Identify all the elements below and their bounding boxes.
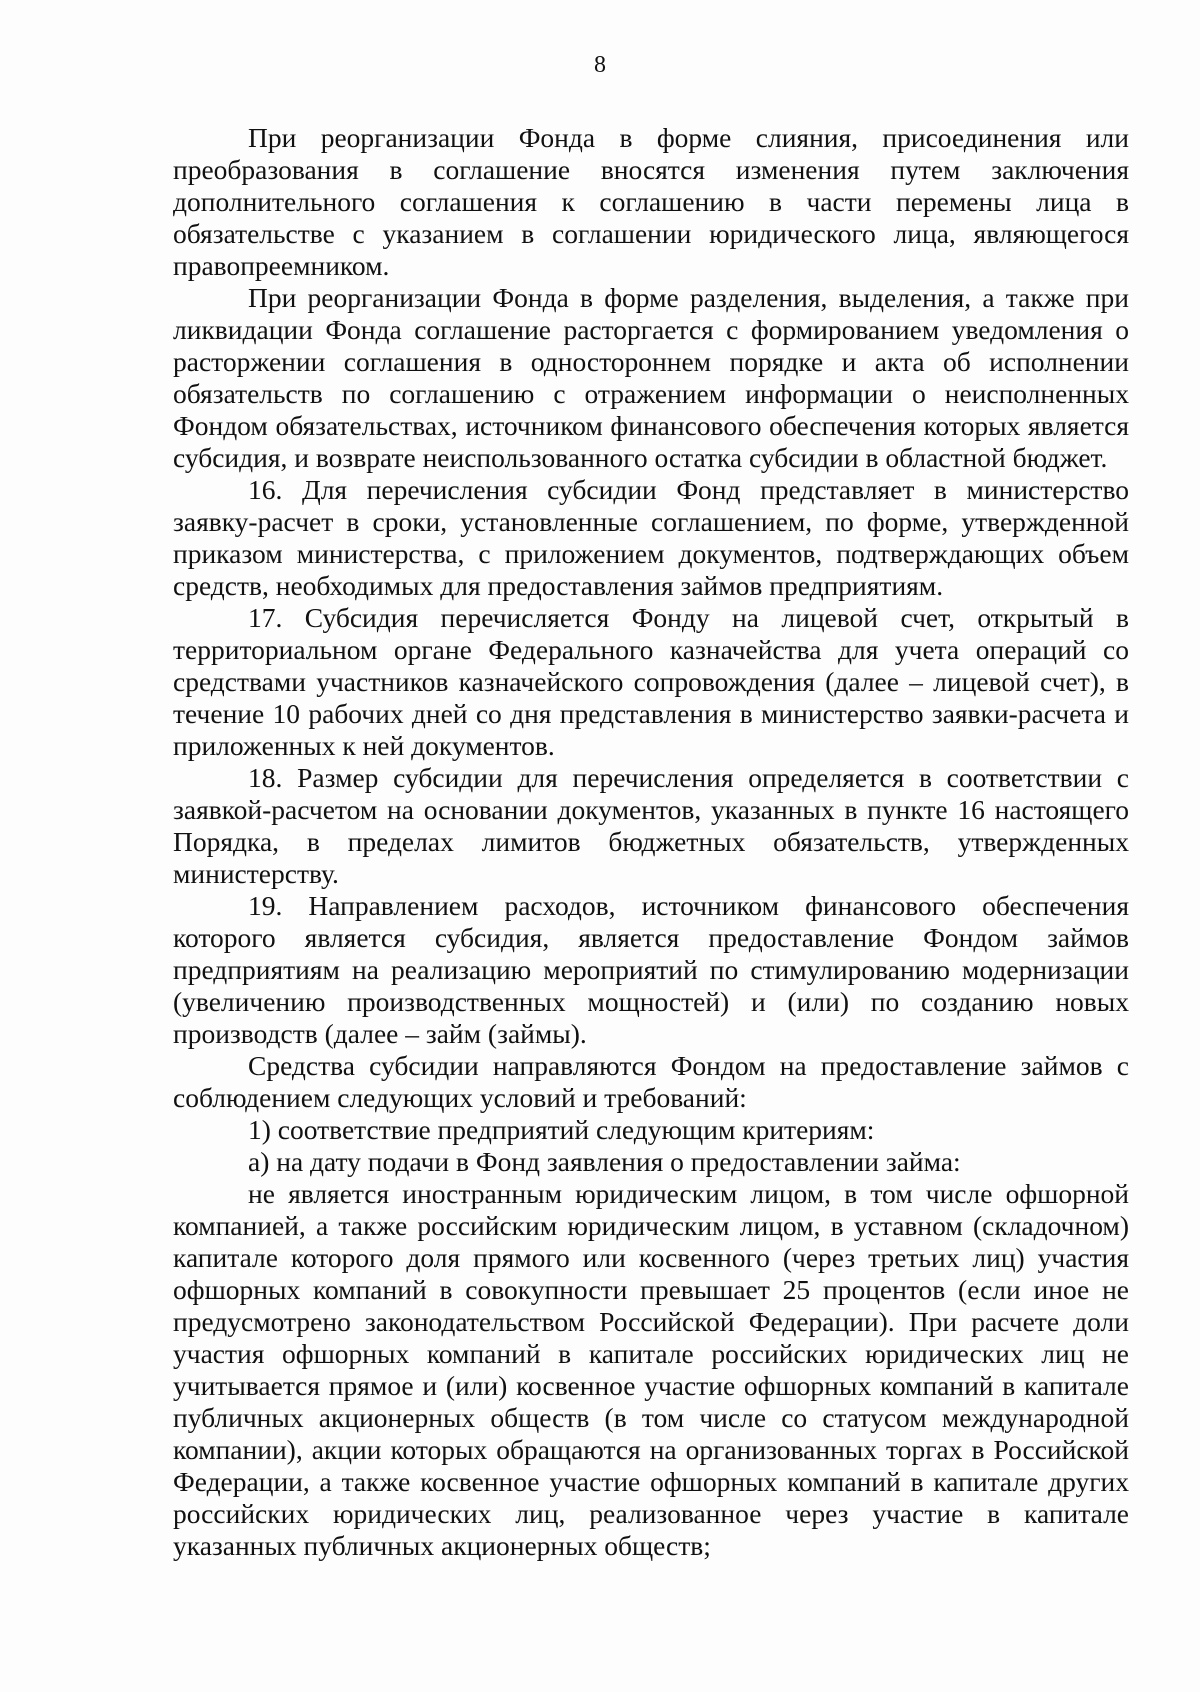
paragraph-criteria-1: 1) соответствие предприятий следующим критериям:	[248, 1114, 875, 1145]
paragraph-offshore-requirement: не является иностранным юридическим лицом, в том числе офшорной компанией, а также российским юридическим лицом, в уставном (складочном) капитале которого доля прямого или косвенного (через третьих лиц) участия офшорных компаний в совокупности превышает 25 процентов (если иное не предусмотрено законодательством Российской Федерации). При расчете доли участия офшорных компаний в капитале российских юридических лиц не учитывается прямое и (или) косвенное участие офшорных компаний в капитале публичных акционерных обществ (в том числе со статусом международной компании), акции которых обращаются на организованных торгах в Российской Федерации, а также косвенное участие офшорных компаний в капитале других российских юридических лиц, реализованное через участие в капитале указанных публичных акционерных обществ;	[173, 1178, 1129, 1561]
paragraph-criteria-a: а) на дату подачи в Фонд заявления о предоставлении займа:	[248, 1146, 961, 1177]
paragraph-reorganization-merger: При реорганизации Фонда в форме слияния, присоединения или преобразования в соглашение вносятся изменения путем заключения дополнительного соглашения к соглашению в части перемены лица в обязательстве с указанием в соглашении юридического лица, являющегося правопреемником.	[173, 122, 1129, 281]
paragraph-clause-16: 16. Для перечисления субсидии Фонд представляет в министерство заявку-расчет в сроки, установленные соглашением, по форме, утвержденной приказом министерства, с приложением документов, подтверждающих объем средств, необходимых для предоставления займов предприятиям.	[173, 474, 1129, 601]
paragraph-reorganization-division: При реорганизации Фонда в форме разделения, выделения, а также при ликвидации Фонда соглашение расторгается с формированием уведомления о расторжении соглашения в одностороннем порядке и акта об исполнении обязательств по соглашению с отражением информации о неисполненных Фондом обязательствах, источником финансового обеспечения которых является субсидия, и возврате неиспользованного остатка субсидии в областной бюджет.	[173, 282, 1129, 473]
paragraph-subsidy-conditions: Средства субсидии направляются Фондом на предоставление займов с соблюдением следующих условий и требований:	[173, 1050, 1129, 1113]
paragraph-clause-19: 19. Направлением расходов, источником финансового обеспечения которого является субсидия, является предоставление Фондом займов предприятиям на реализацию мероприятий по стимулированию модернизации (увеличению производственных мощностей) и (или) по созданию новых производств (далее – займ (займы).	[173, 890, 1129, 1049]
document-body	[173, 122, 1129, 1562]
paragraph-clause-18: 18. Размер субсидии для перечисления определяется в соответствии с заявкой-расчетом на основании документов, указанных в пункте 16 настоящего Порядка, в пределах лимитов бюджетных обязательств, утвержденных министерству.	[173, 762, 1129, 889]
paragraph-clause-17: 17. Субсидия перечисляется Фонду на лицевой счет, открытый в территориальном органе Федерального казначейства для учета операций со средствами участников казначейского сопровождения (далее – лицевой счет), в течение 10 рабочих дней со дня представления в министерство заявки-расчета и приложенных к ней документов.	[173, 602, 1129, 761]
page-number: 8	[594, 52, 606, 78]
